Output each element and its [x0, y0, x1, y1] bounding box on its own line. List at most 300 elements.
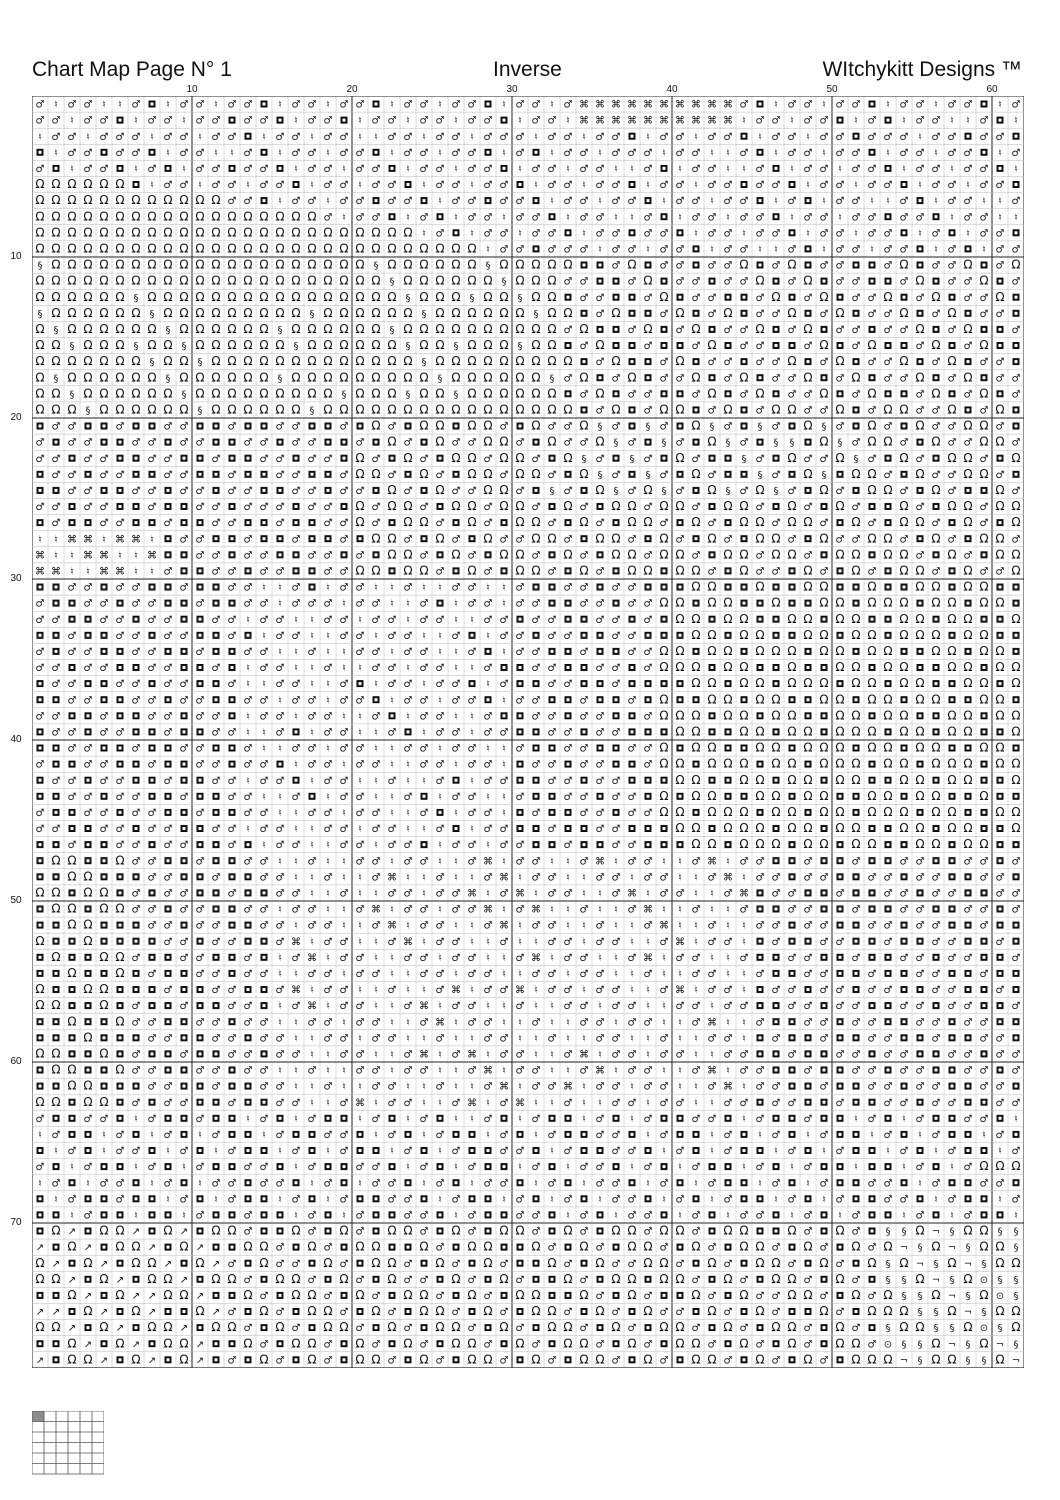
stitch-symbol: Ω	[531, 563, 541, 578]
stitch-symbol: ♂	[579, 550, 589, 562]
row-ruler-label: 10	[10, 251, 22, 262]
stitch-symbol: Ω	[899, 450, 909, 465]
stitch-symbol: ♂	[611, 824, 621, 836]
stitch-symbol: ♮	[358, 872, 362, 884]
stitch-symbol: ♂	[883, 985, 893, 997]
stitch-symbol: Ω	[563, 354, 573, 369]
stitch-symbol: ♂	[707, 260, 717, 272]
stitch-symbol: Ω	[883, 643, 893, 658]
stitch-symbol	[631, 473, 634, 476]
stitch-symbol	[391, 167, 394, 170]
stitch-symbol: ♂	[579, 711, 589, 723]
stitch-symbol	[71, 1101, 74, 1104]
stitch-symbol	[535, 199, 538, 202]
column-ruler-label: 50	[826, 84, 838, 95]
stitch-symbol: ♂	[307, 502, 317, 514]
row-ruler	[0, 96, 32, 1368]
stitch-symbol: ♂	[803, 163, 813, 175]
stitch-symbol: ♂	[131, 1097, 141, 1109]
stitch-symbol: ♂	[947, 437, 957, 449]
stitch-symbol: Ω	[51, 289, 61, 304]
stitch-symbol: ♂	[995, 180, 1005, 192]
stitch-symbol: Ω	[419, 257, 429, 272]
stitch-symbol: ♂	[835, 180, 845, 192]
stitch-symbol	[775, 827, 778, 830]
stitch-symbol	[87, 682, 90, 685]
stitch-symbol: §	[405, 389, 411, 401]
stitch-symbol: ♮	[454, 759, 458, 771]
stitch-symbol: Ω	[819, 434, 829, 449]
stitch-symbol	[199, 569, 202, 572]
stitch-symbol: Ω	[35, 177, 45, 192]
stitch-symbol: ♂	[691, 1065, 701, 1077]
stitch-symbol: Ω	[979, 692, 989, 707]
stitch-symbol: Ω	[899, 515, 909, 530]
stitch-symbol: ♂	[499, 1049, 509, 1061]
stitch-symbol	[695, 811, 698, 814]
stitch-symbol: ♂	[243, 99, 253, 111]
stitch-symbol	[183, 988, 186, 991]
stitch-symbol	[983, 264, 986, 267]
stitch-symbol: ♂	[355, 646, 365, 658]
stitch-symbol: ♂	[339, 469, 349, 481]
stitch-symbol: ♂	[419, 695, 429, 707]
stitch-symbol	[775, 859, 778, 862]
stitch-symbol: Ω	[99, 386, 109, 401]
stitch-symbol: Ω	[227, 338, 237, 353]
stitch-symbol	[87, 730, 90, 733]
stitch-symbol: ♂	[1011, 856, 1021, 868]
stitch-symbol	[903, 924, 906, 927]
stitch-symbol: ♮	[310, 888, 314, 900]
stitch-symbol: ♂	[291, 630, 301, 642]
stitch-symbol: ♮	[278, 646, 282, 658]
stitch-symbol: ♮	[934, 244, 938, 256]
stitch-symbol: ♮	[630, 985, 634, 997]
stitch-symbol: ♂	[611, 421, 621, 433]
stitch-symbol: ♂	[947, 936, 957, 948]
stitch-symbol: ♮	[390, 807, 394, 819]
stitch-symbol: ♂	[979, 1065, 989, 1077]
stitch-symbol: ♮	[518, 1017, 522, 1029]
stitch-symbol	[711, 827, 714, 830]
stitch-symbol: ♂	[195, 1017, 205, 1029]
stitch-symbol: ♂	[483, 115, 493, 127]
stitch-symbol: ♂	[371, 711, 381, 723]
stitch-symbol: Ω	[259, 289, 269, 304]
stitch-symbol: ♂	[771, 421, 781, 433]
stitch-symbol: ♂	[115, 421, 125, 433]
stitch-symbol: ♂	[323, 453, 333, 465]
stitch-symbol	[967, 795, 970, 798]
stitch-symbol: ♂	[211, 936, 221, 948]
stitch-symbol: ♮	[614, 163, 618, 175]
stitch-symbol	[263, 988, 266, 991]
stitch-symbol: Ω	[851, 611, 861, 626]
stitch-symbol: ♂	[547, 115, 557, 127]
stitch-symbol: ♂	[515, 99, 525, 111]
stitch-symbol: Ω	[915, 692, 925, 707]
stitch-symbol: Ω	[403, 515, 413, 530]
stitch-symbol: ⌘	[483, 904, 493, 916]
stitch-symbol: Ω	[819, 579, 829, 594]
stitch-symbol: Ω	[131, 386, 141, 401]
stitch-symbol: ♮	[294, 968, 298, 980]
stitch-symbol: Ω	[131, 305, 141, 320]
stitch-symbol: ♮	[614, 952, 618, 964]
stitch-symbol: ♂	[275, 630, 285, 642]
stitch-symbol: Ω	[291, 386, 301, 401]
stitch-symbol: ♮	[758, 131, 762, 143]
stitch-symbol: Ω	[755, 627, 765, 642]
stitch-symbol: ♮	[454, 872, 458, 884]
stitch-symbol: ♂	[739, 244, 749, 256]
stitch-symbol: ♂	[211, 566, 221, 578]
stitch-symbol	[807, 714, 810, 717]
stitch-symbol: ♂	[195, 550, 205, 562]
stitch-symbol	[455, 425, 458, 428]
stitch-symbol: ♮	[390, 1065, 394, 1077]
stitch-symbol	[951, 634, 954, 637]
stitch-symbol: Ω	[355, 305, 365, 320]
stitch-symbol: ♂	[995, 888, 1005, 900]
stitch-symbol: Ω	[307, 209, 317, 224]
stitch-symbol: §	[725, 437, 731, 449]
stitch-symbol	[791, 473, 794, 476]
stitch-symbol: ♂	[691, 276, 701, 288]
stitch-symbol: Ω	[947, 756, 957, 771]
stitch-symbol	[599, 376, 602, 379]
stitch-symbol: ♂	[259, 663, 269, 675]
stitch-symbol: Ω	[67, 917, 77, 932]
stitch-symbol: ♂	[307, 646, 317, 658]
stitch-symbol: ♂	[531, 711, 541, 723]
stitch-symbol	[599, 328, 602, 331]
stitch-symbol: ♂	[67, 147, 77, 159]
stitch-symbol	[935, 618, 938, 621]
stitch-symbol: ♂	[851, 952, 861, 964]
stitch-symbol: ♂	[915, 341, 925, 353]
stitch-symbol	[423, 843, 426, 846]
stitch-symbol: Ω	[675, 643, 685, 658]
stitch-symbol: Ω	[51, 1046, 61, 1061]
stitch-symbol: ♮	[278, 743, 282, 755]
stitch-symbol: ♂	[147, 904, 157, 916]
stitch-symbol: §	[853, 453, 859, 465]
stitch-symbol: ♮	[998, 212, 1002, 224]
stitch-symbol: ♮	[550, 196, 554, 208]
stitch-symbol: Ω	[675, 772, 685, 787]
stitch-symbol	[519, 618, 522, 621]
stitch-symbol: ♂	[995, 985, 1005, 997]
stitch-symbol: Ω	[323, 338, 333, 353]
stitch-symbol: Ω	[547, 338, 557, 353]
stitch-symbol: ♮	[406, 824, 410, 836]
stitch-symbol: ♂	[1011, 276, 1021, 288]
stitch-symbol	[375, 441, 378, 444]
stitch-symbol	[935, 1069, 938, 1072]
stitch-symbol	[855, 425, 858, 428]
stitch-symbol: ♮	[854, 115, 858, 127]
stitch-symbol: ♂	[995, 421, 1005, 433]
stitch-symbol: Ω	[371, 273, 381, 288]
stitch-symbol: Ω	[163, 225, 173, 240]
stitch-symbol: Ω	[195, 209, 205, 224]
stitch-symbol	[887, 392, 890, 395]
stitch-symbol: ♂	[83, 582, 93, 594]
stitch-symbol: ♮	[374, 727, 378, 739]
stitch-symbol: Ω	[707, 643, 717, 658]
stitch-symbol: Ω	[371, 402, 381, 417]
stitch-symbol	[551, 505, 554, 508]
stitch-symbol: Ω	[611, 305, 621, 320]
stitch-symbol: ♂	[387, 679, 397, 691]
stitch-symbol: ♮	[246, 711, 250, 723]
stitch-symbol	[967, 988, 970, 991]
stitch-symbol: Ω	[515, 257, 525, 272]
stitch-symbol: Ω	[931, 740, 941, 755]
stitch-symbol: ♮	[710, 1001, 714, 1013]
stitch-symbol: ♂	[179, 534, 189, 546]
stitch-symbol	[39, 747, 42, 750]
stitch-symbol	[967, 247, 970, 250]
stitch-symbol	[1015, 972, 1018, 975]
stitch-symbol: Ω	[131, 402, 141, 417]
stitch-symbol: ♂	[403, 534, 413, 546]
stitch-symbol: ♂	[835, 196, 845, 208]
stitch-symbol: ♂	[563, 679, 573, 691]
stitch-symbol	[855, 940, 858, 943]
stitch-symbol: ♂	[435, 469, 445, 481]
stitch-symbol: ♂	[707, 212, 717, 224]
stitch-symbol: ♂	[563, 131, 573, 143]
stitch-symbol: Ω	[963, 515, 973, 530]
stitch-symbol: Ω	[275, 225, 285, 240]
stitch-symbol: ♂	[467, 1065, 477, 1077]
stitch-symbol	[903, 875, 906, 878]
stitch-symbol: ♂	[1011, 389, 1021, 401]
stitch-symbol: ♂	[963, 550, 973, 562]
stitch-symbol: Ω	[67, 273, 77, 288]
stitch-symbol: Ω	[899, 804, 909, 819]
stitch-symbol	[183, 521, 186, 524]
stitch-symbol: ♮	[950, 115, 954, 127]
stitch-symbol: Ω	[403, 499, 413, 514]
stitch-symbol	[55, 988, 58, 991]
stitch-symbol	[951, 972, 954, 975]
stitch-symbol	[167, 1052, 170, 1055]
stitch-symbol	[919, 1036, 922, 1039]
stitch-symbol	[903, 1020, 906, 1023]
stitch-symbol: ♂	[99, 711, 109, 723]
stitch-symbol: ♮	[326, 1001, 330, 1013]
stitch-symbol	[199, 827, 202, 830]
stitch-symbol: ♂	[83, 99, 93, 111]
stitch-symbol: Ω	[947, 772, 957, 787]
stitch-symbol: Ω	[659, 531, 669, 546]
stitch-symbol: ♮	[454, 115, 458, 127]
stitch-symbol: Ω	[899, 402, 909, 417]
stitch-symbol: ♮	[582, 1081, 586, 1093]
stitch-symbol	[39, 521, 42, 524]
stitch-symbol: ♂	[179, 469, 189, 481]
stitch-symbol: ♂	[947, 180, 957, 192]
stitch-symbol: ♂	[867, 212, 877, 224]
stitch-symbol: Ω	[979, 595, 989, 610]
stitch-symbol: ♂	[867, 228, 877, 240]
stitch-symbol: ♂	[227, 985, 237, 997]
stitch-symbol	[1015, 586, 1018, 589]
stitch-symbol: Ω	[339, 241, 349, 256]
stitch-symbol: ♮	[422, 872, 426, 884]
stitch-symbol: ♂	[931, 469, 941, 481]
stitch-symbol: ♮	[326, 630, 330, 642]
stitch-symbol: ♂	[243, 1049, 253, 1061]
stitch-symbol	[967, 972, 970, 975]
stitch-symbol	[311, 425, 314, 428]
stitch-symbol: ♂	[579, 695, 589, 707]
stitch-symbol	[631, 425, 634, 428]
stitch-symbol: ♮	[70, 566, 74, 578]
stitch-symbol	[711, 730, 714, 733]
stitch-symbol: ♂	[227, 180, 237, 192]
stitch-symbol	[183, 1020, 186, 1023]
stitch-symbol: ♮	[502, 759, 506, 771]
stitch-symbol: ♂	[851, 276, 861, 288]
stitch-symbol: Ω	[499, 402, 509, 417]
stitch-symbol: ♂	[963, 147, 973, 159]
stitch-symbol: ♮	[374, 791, 378, 803]
stitch-symbol: Ω	[115, 853, 125, 868]
stitch-symbol: ♂	[899, 1049, 909, 1061]
stitch-symbol	[887, 457, 890, 460]
stitch-symbol: ♂	[483, 807, 493, 819]
stitch-symbol: Ω	[979, 837, 989, 852]
stitch-symbol: ♂	[483, 727, 493, 739]
stitch-symbol: ♂	[707, 566, 717, 578]
stitch-symbol: ♂	[995, 228, 1005, 240]
stitch-symbol: ♂	[579, 598, 589, 610]
stitch-symbol: Ω	[691, 563, 701, 578]
stitch-symbol: ♂	[195, 646, 205, 658]
stitch-symbol	[727, 296, 730, 299]
stitch-symbol	[839, 795, 842, 798]
stitch-symbol: ♂	[419, 147, 429, 159]
stitch-symbol: Ω	[499, 499, 509, 514]
stitch-symbol: ♂	[867, 1033, 877, 1045]
stitch-symbol: ♂	[131, 952, 141, 964]
stitch-symbol: ♂	[899, 212, 909, 224]
stitch-symbol	[567, 827, 570, 830]
stitch-symbol: ♂	[211, 872, 221, 884]
stitch-symbol	[855, 924, 858, 927]
stitch-symbol	[167, 698, 170, 701]
stitch-symbol: Ω	[755, 740, 765, 755]
stitch-symbol: ♮	[614, 904, 618, 916]
stitch-symbol	[167, 537, 170, 540]
stitch-symbol: Ω	[195, 241, 205, 256]
stitch-symbol: ♮	[662, 968, 666, 980]
stitch-symbol	[711, 280, 714, 283]
stitch-symbol	[647, 312, 650, 315]
stitch-symbol: ♂	[787, 1001, 797, 1013]
stitch-symbol: Ω	[195, 257, 205, 272]
stitch-symbol: Ω	[211, 273, 221, 288]
stitch-symbol: ♂	[563, 324, 573, 336]
stitch-symbol: ♂	[115, 614, 125, 626]
stitch-symbol: Ω	[115, 1062, 125, 1077]
stitch-symbol: ♂	[803, 872, 813, 884]
stitch-symbol: ♮	[406, 807, 410, 819]
stitch-symbol: Ω	[531, 273, 541, 288]
stitch-symbol	[759, 956, 762, 959]
stitch-symbol: ♂	[867, 518, 877, 530]
stitch-symbol: ♂	[643, 147, 653, 159]
stitch-symbol: ♮	[694, 228, 698, 240]
stitch-symbol: ♮	[310, 985, 314, 997]
stitch-symbol: ♂	[355, 437, 365, 449]
stitch-symbol	[999, 119, 1002, 122]
stitch-symbol: ♂	[499, 196, 509, 208]
stitch-symbol	[567, 344, 570, 347]
stitch-symbol: ♮	[438, 646, 442, 658]
stitch-symbol: Ω	[163, 402, 173, 417]
stitch-symbol	[1015, 1085, 1018, 1088]
stitch-symbol: Ω	[899, 821, 909, 836]
stitch-symbol: Ω	[883, 708, 893, 723]
stitch-symbol: ♂	[323, 807, 333, 819]
stitch-symbol	[903, 988, 906, 991]
stitch-symbol	[855, 650, 858, 653]
stitch-symbol	[135, 1085, 138, 1088]
stitch-symbol: ♂	[643, 163, 653, 175]
stitch-symbol	[711, 553, 714, 556]
stitch-symbol: ♂	[51, 824, 61, 836]
stitch-symbol: Ω	[723, 708, 733, 723]
stitch-symbol	[823, 908, 826, 911]
stitch-symbol: ♮	[502, 1001, 506, 1013]
stitch-symbol: ♂	[211, 180, 221, 192]
stitch-symbol: ♂	[131, 695, 141, 707]
stitch-symbol: ♮	[678, 856, 682, 868]
stitch-symbol: Ω	[979, 386, 989, 401]
stitch-symbol: ♮	[390, 968, 394, 980]
stitch-symbol: Ω	[899, 499, 909, 514]
stitch-symbol: §	[293, 341, 299, 353]
stitch-symbol: ♂	[979, 357, 989, 369]
stitch-symbol: ♂	[499, 775, 509, 787]
stitch-symbol	[919, 650, 922, 653]
stitch-symbol: Ω	[371, 370, 381, 385]
stitch-symbol	[839, 569, 842, 572]
stitch-symbol: ♂	[563, 727, 573, 739]
stitch-symbol: Ω	[147, 338, 157, 353]
stitch-symbol: ♂	[723, 1049, 733, 1061]
stitch-symbol: Ω	[115, 386, 125, 401]
stitch-symbol: ♂	[467, 743, 477, 755]
stitch-symbol: ⌘	[563, 1081, 573, 1093]
stitch-symbol: ♮	[694, 936, 698, 948]
stitch-symbol: ♮	[246, 663, 250, 675]
stitch-symbol: ♂	[403, 437, 413, 449]
stitch-symbol	[695, 312, 698, 315]
stitch-symbol: ♂	[419, 663, 429, 675]
stitch-symbol: ♮	[294, 920, 298, 932]
stitch-symbol	[503, 714, 506, 717]
stitch-symbol: ♂	[691, 341, 701, 353]
stitch-symbol	[71, 618, 74, 621]
stitch-symbol	[775, 167, 778, 170]
